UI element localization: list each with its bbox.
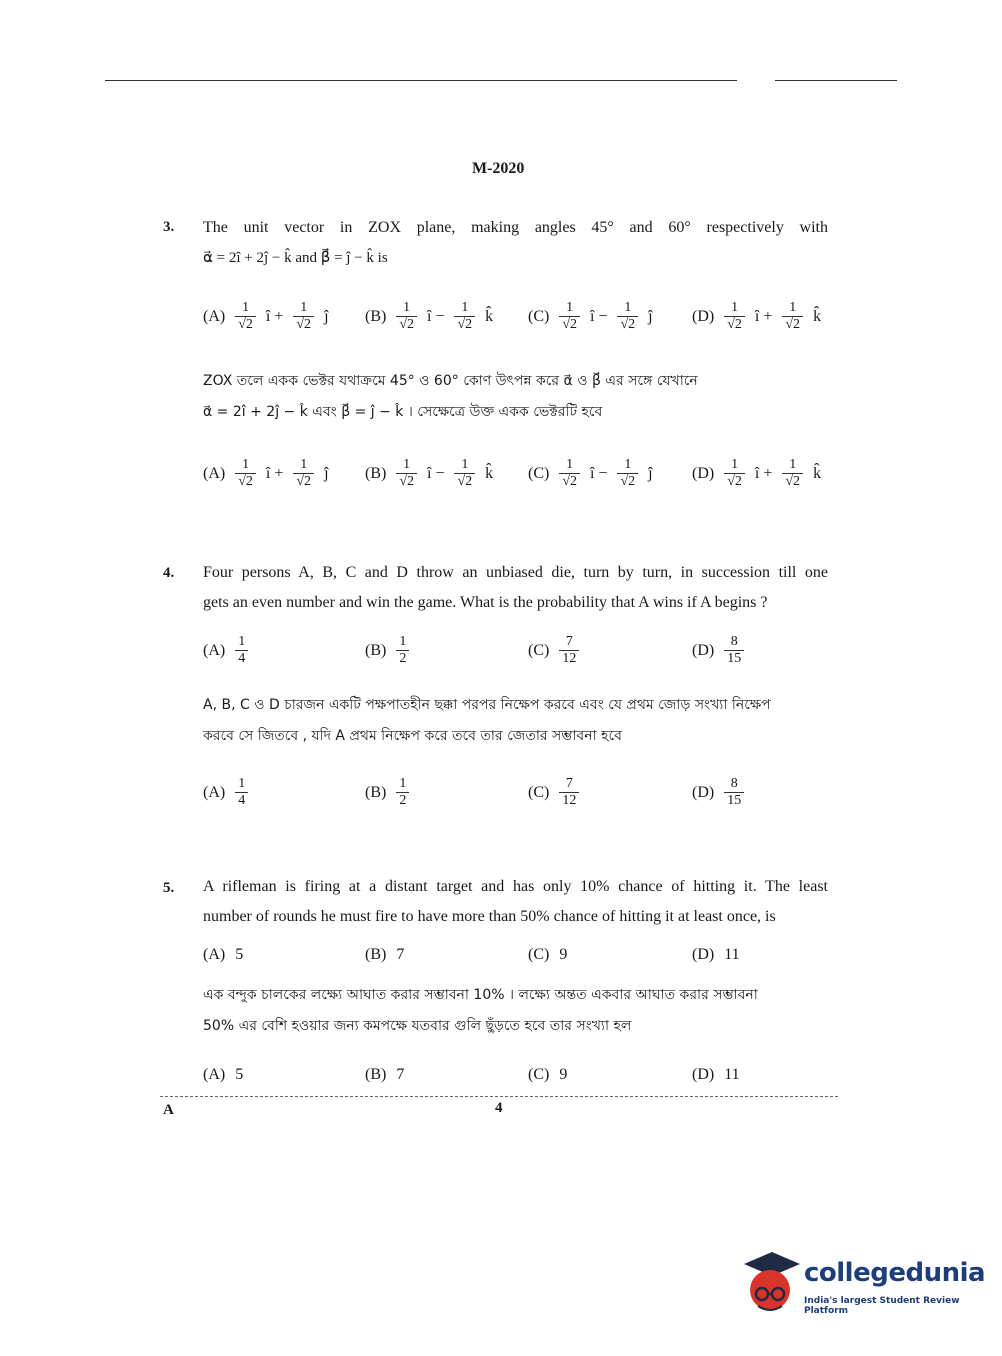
q3-option-b[interactable] bbox=[365, 300, 493, 333]
option-label: (B) bbox=[365, 641, 387, 659]
question-3-english bbox=[203, 213, 828, 273]
question-3-bengali-line2: α⃗ = 2î + 2ĵ − k̂ এবং β⃗ = ĵ − k̂ । সেক্ষেত্রে উক্ত একক ভেক্টরটি হবে bbox=[203, 404, 603, 420]
option-value: 9 bbox=[559, 946, 568, 963]
unit-vector: î − bbox=[590, 464, 608, 482]
option-label: (A) bbox=[203, 641, 226, 659]
question-4-english-line1: Four persons A, B, C and D throw an unbiased die, turn by turn, in succession till one bbox=[203, 564, 828, 581]
fraction: $\frac{1}{√2}$ bbox=[559, 300, 580, 333]
question-3-bengali-line1: ZOX তলে একক ভেক্টর যথাক্রমে 45° ও 60° কোণ উৎপন্ন করে α⃗ ও β⃗ এর সঙ্গে যেখানে bbox=[203, 373, 698, 389]
question-4-number: 4. bbox=[163, 565, 175, 581]
question-4-english bbox=[203, 558, 828, 618]
option-label: (D) bbox=[692, 307, 715, 325]
option-label: (D) bbox=[692, 464, 715, 482]
question-5-number: 5. bbox=[163, 880, 175, 896]
q4-bn-option-c[interactable] bbox=[528, 776, 579, 809]
unit-vector: î + bbox=[265, 307, 284, 325]
option-label: (C) bbox=[528, 946, 550, 963]
option-label: (B) bbox=[365, 946, 387, 963]
unit-vector: ĵ bbox=[648, 464, 653, 482]
q5-option-a[interactable] bbox=[203, 946, 243, 964]
q3-option-c[interactable] bbox=[528, 300, 653, 333]
q4-bn-option-d[interactable] bbox=[692, 776, 744, 809]
option-label: (A) bbox=[203, 946, 226, 963]
footer-rule bbox=[160, 1096, 838, 1097]
option-value: 7 bbox=[396, 946, 405, 963]
q4-bn-option-b[interactable] bbox=[365, 776, 409, 809]
fraction: $\frac{1}{√2}$ bbox=[396, 300, 417, 333]
fraction: $\frac{1}{√2}$ bbox=[454, 300, 475, 333]
unit-vector: k̂ bbox=[813, 464, 822, 482]
option-label: (C) bbox=[528, 464, 550, 482]
question-5-bengali-line1: এক বন্দুক চালকের লক্ষ্যে আঘাত করার সম্ভাবনা 10% । লক্ষ্যে অন্তত একবার আঘাত করার সম্ভাবনা bbox=[203, 987, 758, 1003]
option-value: 5 bbox=[235, 946, 244, 963]
option-value: 11 bbox=[724, 1066, 740, 1083]
q5-bn-option-a[interactable] bbox=[203, 1066, 243, 1084]
collegedunia-logo[interactable] bbox=[740, 1250, 986, 1320]
q3-bn-option-a[interactable] bbox=[203, 457, 329, 490]
fraction: $\frac{1}{4}$ bbox=[235, 776, 248, 809]
unit-vector: k̂ bbox=[485, 464, 494, 482]
option-label: (A) bbox=[203, 307, 226, 325]
fraction: $\frac{1}{√2}$ bbox=[782, 457, 803, 490]
option-label: (D) bbox=[692, 1066, 715, 1083]
q4-option-c[interactable] bbox=[528, 634, 579, 667]
fraction: $\frac{1}{√2}$ bbox=[617, 300, 638, 333]
fraction: $\frac{8}{15}$ bbox=[724, 634, 744, 667]
unit-vector: ĵ bbox=[648, 307, 653, 325]
page-number: 4 bbox=[495, 1100, 503, 1116]
option-label: (A) bbox=[203, 783, 226, 801]
unit-vector: î + bbox=[265, 464, 284, 482]
option-label: (B) bbox=[365, 783, 387, 801]
unit-vector: k̂ bbox=[485, 307, 494, 325]
option-label: (D) bbox=[692, 946, 715, 963]
question-4-bengali-line2: করবে সে জিতবে , যদি A প্রথম নিক্ষেপ করে তবে তার জেতার সম্ভাবনা হবে bbox=[203, 728, 622, 744]
question-4-english-line2: gets an even number and win the game. What is the probability that A wins if A begins ? bbox=[203, 594, 768, 611]
option-label: (B) bbox=[365, 464, 387, 482]
unit-vector: ĵ bbox=[324, 464, 329, 482]
question-5-english-line1: A rifleman is firing at a distant target and has only 10% chance of hitting it. The least bbox=[203, 878, 828, 895]
option-value: 7 bbox=[396, 1066, 405, 1083]
fraction: $\frac{1}{√2}$ bbox=[235, 300, 256, 333]
q4-bn-option-a[interactable] bbox=[203, 776, 248, 809]
q4-option-d[interactable] bbox=[692, 634, 744, 667]
fraction: $\frac{1}{√2}$ bbox=[724, 457, 745, 490]
fraction: $\frac{1}{√2}$ bbox=[559, 457, 580, 490]
q3-bn-option-c[interactable] bbox=[528, 457, 653, 490]
fraction: $\frac{1}{√2}$ bbox=[293, 457, 314, 490]
q3-bn-option-d[interactable] bbox=[692, 457, 821, 490]
fraction: $\frac{1}{√2}$ bbox=[454, 457, 475, 490]
question-3-bengali bbox=[203, 366, 833, 428]
q3-bn-option-b[interactable] bbox=[365, 457, 493, 490]
option-label: (C) bbox=[528, 641, 550, 659]
question-5-bengali-line2: 50% এর বেশি হওয়ার জন্য কমপক্ষে যতবার গুলি ছুঁড়তে হবে তার সংখ্যা হল bbox=[203, 1018, 632, 1034]
question-5-bengali bbox=[203, 980, 833, 1042]
option-label: (D) bbox=[692, 783, 715, 801]
option-label: (A) bbox=[203, 1066, 226, 1083]
option-label: (C) bbox=[528, 307, 550, 325]
question-5-english-line2: number of rounds he must fire to have more than 50% chance of hitting it at least once, is bbox=[203, 908, 776, 925]
q4-option-a[interactable] bbox=[203, 634, 248, 667]
option-label: (B) bbox=[365, 307, 387, 325]
option-label: (D) bbox=[692, 641, 715, 659]
fraction: $\frac{1}{2}$ bbox=[396, 776, 409, 809]
fraction: $\frac{1}{√2}$ bbox=[235, 457, 256, 490]
q5-option-d[interactable] bbox=[692, 946, 740, 964]
question-4-bengali-line1: A, B, C ও D চারজন একটি পক্ষপাতহীন ছক্কা পরপর নিক্ষেপ করবে এবং যে প্রথম জোড় সংখ্যা নিক্ষেপ bbox=[203, 697, 771, 713]
fraction: $\frac{1}{√2}$ bbox=[782, 300, 803, 333]
logo-wordmark: collegedunia bbox=[804, 1258, 986, 1288]
fraction: $\frac{1}{2}$ bbox=[396, 634, 409, 667]
q5-bn-option-d[interactable] bbox=[692, 1066, 740, 1084]
logo-tagline: India's largest Student Review Platform bbox=[804, 1296, 960, 1316]
option-label: (C) bbox=[528, 783, 550, 801]
q4-option-b[interactable] bbox=[365, 634, 409, 667]
option-value: 5 bbox=[235, 1066, 244, 1083]
question-3-english-line2: α⃗ = 2î + 2ĵ − k̂ and β⃗ = ĵ − k̂ is bbox=[203, 250, 388, 266]
unit-vector: î − bbox=[427, 307, 445, 325]
top-rule-right bbox=[775, 80, 897, 81]
fraction: $\frac{7}{12}$ bbox=[559, 776, 579, 809]
option-label: (A) bbox=[203, 464, 226, 482]
fraction: $\frac{1}{√2}$ bbox=[617, 457, 638, 490]
q5-option-c[interactable] bbox=[528, 946, 567, 964]
q5-bn-option-b[interactable] bbox=[365, 1066, 404, 1084]
unit-vector: î + bbox=[754, 464, 773, 482]
fraction: $\frac{1}{√2}$ bbox=[724, 300, 745, 333]
q5-bn-option-c[interactable] bbox=[528, 1066, 567, 1084]
fraction: $\frac{1}{√2}$ bbox=[293, 300, 314, 333]
top-rule-left bbox=[105, 80, 737, 81]
fraction: $\frac{8}{15}$ bbox=[724, 776, 744, 809]
fraction: $\frac{1}{√2}$ bbox=[396, 457, 417, 490]
q3-option-d[interactable] bbox=[692, 300, 821, 333]
q3-option-a[interactable] bbox=[203, 300, 329, 333]
option-value: 9 bbox=[559, 1066, 568, 1083]
fraction: $\frac{7}{12}$ bbox=[559, 634, 579, 667]
option-label: (B) bbox=[365, 1066, 387, 1083]
question-3-english-line1: The unit vector in ZOX plane, making angles 45° and 60° respectively with bbox=[203, 219, 828, 236]
question-4-bengali bbox=[203, 690, 833, 752]
unit-vector: î + bbox=[754, 307, 773, 325]
question-5-english bbox=[203, 872, 828, 932]
question-3-number: 3. bbox=[163, 219, 175, 235]
unit-vector: ĵ bbox=[324, 307, 329, 325]
unit-vector: k̂ bbox=[813, 307, 822, 325]
unit-vector: î − bbox=[590, 307, 608, 325]
fraction: $\frac{1}{4}$ bbox=[235, 634, 248, 667]
unit-vector: î − bbox=[427, 464, 445, 482]
footer-set-letter: A bbox=[163, 1102, 174, 1118]
collegedunia-mascot-icon bbox=[740, 1250, 802, 1320]
option-label: (C) bbox=[528, 1066, 550, 1083]
option-value: 11 bbox=[724, 946, 740, 963]
paper-code: M-2020 bbox=[472, 160, 525, 177]
q5-option-b[interactable] bbox=[365, 946, 404, 964]
